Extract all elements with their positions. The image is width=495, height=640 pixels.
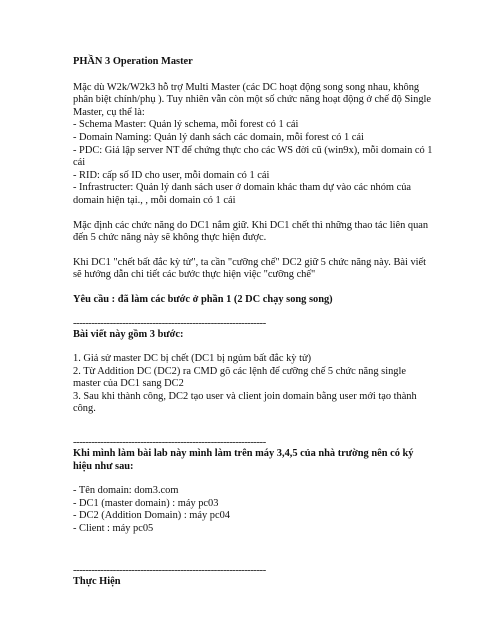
divider-line: --------------------------------------------------------------- (73, 565, 266, 576)
final-heading: Thực Hiện (73, 575, 121, 587)
list-item-schema-master: - Schema Master: Quản lý schema, mỗi forest có 1 cái (73, 119, 299, 131)
requirement-heading: Yêu cầu : đã làm các bước ở phần 1 (2 DC chạy song song) (73, 293, 333, 305)
lab-heading: Khi mình làm bài lab này mình làm trên máy 3,4,5 của nhà trường nên có ký hiệu như sau: (73, 448, 414, 472)
lab-info-item: - DC2 (Addition Domain) : máy pc04 (73, 510, 230, 522)
list-item-infrastructure: - Infrastructer: Quản lý danh sách user ở domain khác tham dự vào các nhóm của domain hiện tại., , mỗi domain có 1 cái (73, 182, 412, 206)
lab-info-list (73, 485, 433, 535)
page-title: PHẦN 3 Operation Master (73, 56, 193, 67)
list-item-domain-naming: - Domain Naming: Quản lý danh sách các domain, mỗi forest có 1 cái (73, 131, 364, 143)
lab-info-item: - DC1 (master domain) : máy pc03 (73, 497, 219, 509)
intro-text: Mặc dù W2k/W2k3 hỗ trợ Multi Master (các DC hoạt động song song nhau, không phân biệt chính/phụ ). Tuy nhiên vẫn còn một số chức năng hoạt động ở chế độ Single Master, cụ thể là: (73, 81, 432, 118)
default-owner-paragraph: Mặc định các chức năng do DC1 nắm giữ. Khi DC1 chết thì những thao tác liên quan đến 5 chức năng này sẽ không thực hiện được. (73, 219, 429, 244)
lab-info-item: - Tên domain: dom3.com (73, 485, 179, 497)
step-item: 2. Từ Addition DC (DC2) ra CMD gõ các lệnh để cưỡng chế 5 chức năng single master của DC1 sang DC2 (73, 365, 406, 390)
step-item: 1. Giả sử master DC bị chết (DC1 bị ngủm bất đắc kỳ tử) (73, 353, 312, 365)
steps-heading: Bài viết này gồm 3 bước: (73, 328, 184, 340)
step-item: 3. Sau khi thành công, DC2 tạo user và client join domain bằng user mới tạo thành công. (73, 390, 417, 415)
list-item-pdc: - PDC: Giả lập server NT để chứng thực cho các WS đời cũ (win9x), mỗi domain có 1 cái (73, 144, 433, 169)
steps-list (73, 353, 433, 416)
seize-paragraph: Khi DC1 "chết bất đắc kỳ tử", ta cần "cưỡng chế" DC2 giữ 5 chức năng này. Bài viết sẽ hướng dẫn chi tiết các bước thực hiện việc "cưỡng chế" (73, 256, 427, 281)
document-page (73, 56, 433, 588)
list-item-rid: - RID: cấp số ID cho user, mỗi domain có 1 cái (73, 169, 270, 181)
lab-info-item: - Client : máy pc05 (73, 523, 154, 535)
divider-line: --------------------------------------------------------------- (73, 438, 266, 449)
divider-line: --------------------------------------------------------------- (73, 318, 266, 329)
intro-section (73, 82, 433, 208)
